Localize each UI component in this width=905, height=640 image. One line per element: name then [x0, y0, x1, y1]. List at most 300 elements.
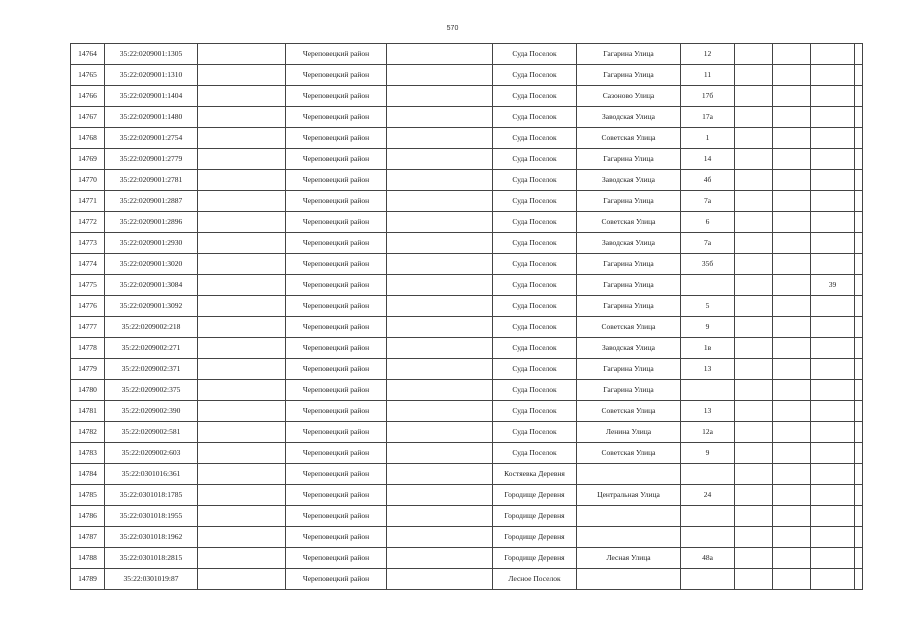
extra-value-cell — [811, 527, 855, 548]
table-row — [71, 107, 863, 128]
locality-cell: Суда Поселок — [493, 65, 577, 86]
cadastral-number: 35:22:0301016:361 — [105, 464, 198, 485]
locality-cell: Суда Поселок — [493, 191, 577, 212]
empty-cell — [198, 233, 286, 254]
empty-cell — [198, 191, 286, 212]
empty-cell — [773, 506, 811, 527]
empty-cell — [855, 191, 863, 212]
cadastral-number: 35:22:0209001:2887 — [105, 191, 198, 212]
empty-cell — [387, 254, 493, 275]
empty-cell — [855, 527, 863, 548]
empty-cell — [387, 422, 493, 443]
house-number — [681, 275, 735, 296]
district-cell: Череповецкий район — [286, 170, 387, 191]
empty-cell — [735, 548, 773, 569]
empty-cell — [387, 212, 493, 233]
empty-cell — [773, 401, 811, 422]
street-cell: Сазоново Улица — [577, 86, 681, 107]
empty-cell — [735, 65, 773, 86]
empty-cell — [198, 464, 286, 485]
extra-value-cell — [811, 548, 855, 569]
empty-cell — [735, 506, 773, 527]
extra-value-cell — [811, 338, 855, 359]
locality-cell: Суда Поселок — [493, 170, 577, 191]
row-number: 14785 — [71, 485, 105, 506]
house-number — [681, 506, 735, 527]
row-number: 14765 — [71, 65, 105, 86]
extra-value-cell — [811, 506, 855, 527]
empty-cell — [855, 65, 863, 86]
row-number: 14784 — [71, 464, 105, 485]
empty-cell — [735, 569, 773, 590]
empty-cell — [773, 527, 811, 548]
empty-cell — [735, 317, 773, 338]
empty-cell — [735, 149, 773, 170]
empty-cell — [387, 65, 493, 86]
extra-value-cell — [811, 170, 855, 191]
table-row — [71, 275, 863, 296]
extra-value-cell — [811, 401, 855, 422]
district-cell: Череповецкий район — [286, 527, 387, 548]
empty-cell — [387, 191, 493, 212]
empty-cell — [855, 317, 863, 338]
locality-cell: Суда Поселок — [493, 422, 577, 443]
street-cell: Заводская Улица — [577, 107, 681, 128]
street-cell: Лесная Улица — [577, 548, 681, 569]
street-cell: Советская Улица — [577, 128, 681, 149]
empty-cell — [855, 86, 863, 107]
empty-cell — [773, 548, 811, 569]
locality-cell: Суда Поселок — [493, 443, 577, 464]
row-number: 14774 — [71, 254, 105, 275]
district-cell: Череповецкий район — [286, 275, 387, 296]
page-number: 570 — [446, 25, 459, 32]
house-number: 48а — [681, 548, 735, 569]
row-number: 14764 — [71, 44, 105, 65]
row-number: 14771 — [71, 191, 105, 212]
row-number: 14781 — [71, 401, 105, 422]
table-row — [71, 464, 863, 485]
street-cell: Гагарина Улица — [577, 191, 681, 212]
district-cell: Череповецкий район — [286, 359, 387, 380]
house-number: 1в — [681, 338, 735, 359]
empty-cell — [773, 65, 811, 86]
table-row — [71, 317, 863, 338]
district-cell: Череповецкий район — [286, 212, 387, 233]
house-number: 7а — [681, 191, 735, 212]
extra-value-cell — [811, 65, 855, 86]
empty-cell — [198, 380, 286, 401]
table-row — [71, 191, 863, 212]
empty-cell — [198, 170, 286, 191]
locality-cell: Суда Поселок — [493, 380, 577, 401]
empty-cell — [387, 359, 493, 380]
empty-cell — [198, 254, 286, 275]
extra-value-cell — [811, 359, 855, 380]
locality-cell: Суда Поселок — [493, 317, 577, 338]
locality-cell: Суда Поселок — [493, 212, 577, 233]
locality-cell: Суда Поселок — [493, 401, 577, 422]
table-row — [71, 296, 863, 317]
row-number: 14768 — [71, 128, 105, 149]
street-cell — [577, 569, 681, 590]
table-row — [71, 65, 863, 86]
cadastral-number: 35:22:0209002:271 — [105, 338, 198, 359]
row-number: 14787 — [71, 527, 105, 548]
house-number: 13 — [681, 359, 735, 380]
empty-cell — [387, 170, 493, 191]
empty-cell — [198, 65, 286, 86]
empty-cell — [773, 296, 811, 317]
house-number: 24 — [681, 485, 735, 506]
empty-cell — [387, 527, 493, 548]
house-number: 35б — [681, 254, 735, 275]
cadastral-number: 35:22:0209002:218 — [105, 317, 198, 338]
house-number — [681, 464, 735, 485]
district-cell: Череповецкий район — [286, 443, 387, 464]
district-cell: Череповецкий район — [286, 65, 387, 86]
empty-cell — [855, 170, 863, 191]
empty-cell — [773, 380, 811, 401]
row-number: 14769 — [71, 149, 105, 170]
table-row — [71, 254, 863, 275]
empty-cell — [735, 44, 773, 65]
house-number — [681, 380, 735, 401]
district-cell: Череповецкий район — [286, 296, 387, 317]
empty-cell — [198, 569, 286, 590]
street-cell: Гагарина Улица — [577, 254, 681, 275]
table-row — [71, 128, 863, 149]
extra-value-cell — [811, 212, 855, 233]
cadastral-number: 35:22:0209001:1310 — [105, 65, 198, 86]
row-number: 14789 — [71, 569, 105, 590]
empty-cell — [387, 380, 493, 401]
empty-cell — [773, 233, 811, 254]
empty-cell — [773, 128, 811, 149]
extra-value-cell — [811, 317, 855, 338]
cadastral-number: 35:22:0209002:581 — [105, 422, 198, 443]
table-row — [71, 506, 863, 527]
table-row — [71, 380, 863, 401]
cadastral-number: 35:22:0209002:371 — [105, 359, 198, 380]
empty-cell — [198, 485, 286, 506]
table-row — [71, 422, 863, 443]
row-number: 14773 — [71, 233, 105, 254]
empty-cell — [773, 191, 811, 212]
house-number: 7а — [681, 233, 735, 254]
extra-value-cell — [811, 107, 855, 128]
empty-cell — [198, 527, 286, 548]
empty-cell — [773, 464, 811, 485]
extra-value-cell — [811, 254, 855, 275]
empty-cell — [387, 443, 493, 464]
cadastral-number: 35:22:0209001:2754 — [105, 128, 198, 149]
empty-cell — [387, 317, 493, 338]
table-row — [71, 443, 863, 464]
locality-cell: Суда Поселок — [493, 296, 577, 317]
street-cell — [577, 527, 681, 548]
empty-cell — [387, 233, 493, 254]
empty-cell — [735, 86, 773, 107]
cadastral-number: 35:22:0209001:1480 — [105, 107, 198, 128]
empty-cell — [855, 107, 863, 128]
empty-cell — [855, 338, 863, 359]
row-number: 14775 — [71, 275, 105, 296]
empty-cell — [198, 506, 286, 527]
house-number: 12 — [681, 44, 735, 65]
empty-cell — [773, 149, 811, 170]
empty-cell — [773, 443, 811, 464]
empty-cell — [735, 401, 773, 422]
empty-cell — [387, 86, 493, 107]
empty-cell — [855, 443, 863, 464]
table-row — [71, 44, 863, 65]
street-cell — [577, 464, 681, 485]
table-row — [71, 401, 863, 422]
street-cell: Гагарина Улица — [577, 359, 681, 380]
empty-cell — [773, 275, 811, 296]
row-number: 14766 — [71, 86, 105, 107]
row-number: 14777 — [71, 317, 105, 338]
empty-cell — [855, 569, 863, 590]
empty-cell — [855, 506, 863, 527]
district-cell: Череповецкий район — [286, 149, 387, 170]
street-cell: Советская Улица — [577, 443, 681, 464]
locality-cell: Суда Поселок — [493, 44, 577, 65]
row-number: 14786 — [71, 506, 105, 527]
empty-cell — [773, 569, 811, 590]
empty-cell — [735, 296, 773, 317]
cadastral-number: 35:22:0209002:603 — [105, 443, 198, 464]
empty-cell — [773, 338, 811, 359]
extra-value-cell — [811, 443, 855, 464]
house-number: 4б — [681, 170, 735, 191]
cadastral-number: 35:22:0301019:87 — [105, 569, 198, 590]
street-cell: Заводская Улица — [577, 170, 681, 191]
extra-value-cell — [811, 191, 855, 212]
extra-value-cell — [811, 86, 855, 107]
locality-cell: Суда Поселок — [493, 86, 577, 107]
locality-cell: Суда Поселок — [493, 149, 577, 170]
empty-cell — [735, 359, 773, 380]
empty-cell — [198, 86, 286, 107]
locality-cell: Костяевка Деревня — [493, 464, 577, 485]
district-cell: Череповецкий район — [286, 422, 387, 443]
cadastral-number: 35:22:0209002:375 — [105, 380, 198, 401]
district-cell: Череповецкий район — [286, 128, 387, 149]
empty-cell — [855, 212, 863, 233]
empty-cell — [198, 275, 286, 296]
empty-cell — [855, 296, 863, 317]
empty-cell — [735, 485, 773, 506]
empty-cell — [387, 464, 493, 485]
empty-cell — [198, 443, 286, 464]
empty-cell — [855, 233, 863, 254]
district-cell: Череповецкий район — [286, 569, 387, 590]
registry-table — [70, 43, 863, 590]
cadastral-number: 35:22:0209001:2896 — [105, 212, 198, 233]
locality-cell: Городище Деревня — [493, 485, 577, 506]
cadastral-number: 35:22:0301018:1962 — [105, 527, 198, 548]
empty-cell — [198, 401, 286, 422]
empty-cell — [387, 149, 493, 170]
empty-cell — [855, 275, 863, 296]
street-cell: Гагарина Улица — [577, 149, 681, 170]
house-number: 9 — [681, 317, 735, 338]
extra-value-cell — [811, 128, 855, 149]
district-cell: Череповецкий район — [286, 506, 387, 527]
row-number: 14783 — [71, 443, 105, 464]
locality-cell: Суда Поселок — [493, 128, 577, 149]
empty-cell — [735, 275, 773, 296]
empty-cell — [198, 149, 286, 170]
cadastral-number: 35:22:0209001:3084 — [105, 275, 198, 296]
empty-cell — [773, 317, 811, 338]
empty-cell — [735, 128, 773, 149]
district-cell: Череповецкий район — [286, 317, 387, 338]
empty-cell — [387, 44, 493, 65]
house-number: 14 — [681, 149, 735, 170]
row-number: 14782 — [71, 422, 105, 443]
empty-cell — [387, 275, 493, 296]
empty-cell — [198, 548, 286, 569]
extra-value-cell — [811, 464, 855, 485]
street-cell: Заводская Улица — [577, 338, 681, 359]
empty-cell — [855, 149, 863, 170]
empty-cell — [735, 170, 773, 191]
table-row — [71, 569, 863, 590]
district-cell: Череповецкий район — [286, 548, 387, 569]
empty-cell — [735, 527, 773, 548]
empty-cell — [855, 401, 863, 422]
street-cell: Советская Улица — [577, 401, 681, 422]
empty-cell — [198, 44, 286, 65]
locality-cell: Городище Деревня — [493, 527, 577, 548]
empty-cell — [855, 44, 863, 65]
cadastral-number: 35:22:0209001:2781 — [105, 170, 198, 191]
empty-cell — [855, 359, 863, 380]
empty-cell — [735, 254, 773, 275]
cadastral-number: 35:22:0209001:2930 — [105, 233, 198, 254]
empty-cell — [773, 44, 811, 65]
street-cell — [577, 506, 681, 527]
empty-cell — [855, 422, 863, 443]
registry-body — [71, 44, 863, 590]
street-cell: Гагарина Улица — [577, 380, 681, 401]
empty-cell — [855, 128, 863, 149]
locality-cell: Лесное Поселок — [493, 569, 577, 590]
house-number: 6 — [681, 212, 735, 233]
empty-cell — [387, 128, 493, 149]
empty-cell — [735, 422, 773, 443]
table-row — [71, 527, 863, 548]
table-row — [71, 485, 863, 506]
locality-cell: Суда Поселок — [493, 338, 577, 359]
cadastral-number: 35:22:0209001:3092 — [105, 296, 198, 317]
district-cell: Череповецкий район — [286, 44, 387, 65]
house-number: 12а — [681, 422, 735, 443]
empty-cell — [855, 485, 863, 506]
empty-cell — [735, 233, 773, 254]
locality-cell: Суда Поселок — [493, 254, 577, 275]
table-row — [71, 86, 863, 107]
empty-cell — [735, 338, 773, 359]
cadastral-number: 35:22:0301018:1785 — [105, 485, 198, 506]
row-number: 14788 — [71, 548, 105, 569]
house-number — [681, 569, 735, 590]
street-cell: Заводская Улица — [577, 233, 681, 254]
district-cell: Череповецкий район — [286, 86, 387, 107]
extra-value-cell — [811, 569, 855, 590]
house-number: 17а — [681, 107, 735, 128]
street-cell: Гагарина Улица — [577, 44, 681, 65]
locality-cell: Суда Поселок — [493, 359, 577, 380]
empty-cell — [735, 380, 773, 401]
table-row — [71, 233, 863, 254]
extra-value-cell — [811, 44, 855, 65]
empty-cell — [773, 359, 811, 380]
empty-cell — [735, 107, 773, 128]
street-cell: Советская Улица — [577, 317, 681, 338]
street-cell: Гагарина Улица — [577, 65, 681, 86]
empty-cell — [387, 401, 493, 422]
cadastral-number: 35:22:0301018:1955 — [105, 506, 198, 527]
empty-cell — [773, 254, 811, 275]
cadastral-number: 35:22:0209002:390 — [105, 401, 198, 422]
empty-cell — [387, 569, 493, 590]
district-cell: Череповецкий район — [286, 233, 387, 254]
district-cell: Череповецкий район — [286, 191, 387, 212]
empty-cell — [773, 422, 811, 443]
empty-cell — [198, 422, 286, 443]
empty-cell — [387, 485, 493, 506]
street-cell: Ленина Улица — [577, 422, 681, 443]
empty-cell — [387, 548, 493, 569]
house-number: 9 — [681, 443, 735, 464]
empty-cell — [773, 212, 811, 233]
empty-cell — [735, 212, 773, 233]
district-cell: Череповецкий район — [286, 485, 387, 506]
house-number: 5 — [681, 296, 735, 317]
district-cell: Череповецкий район — [286, 464, 387, 485]
street-cell: Гагарина Улица — [577, 296, 681, 317]
house-number: 1 — [681, 128, 735, 149]
empty-cell — [773, 86, 811, 107]
empty-cell — [735, 191, 773, 212]
table-row — [71, 212, 863, 233]
empty-cell — [198, 338, 286, 359]
extra-value-cell — [811, 233, 855, 254]
empty-cell — [773, 170, 811, 191]
empty-cell — [855, 464, 863, 485]
extra-value-cell — [811, 149, 855, 170]
street-cell: Советская Улица — [577, 212, 681, 233]
empty-cell — [198, 359, 286, 380]
cadastral-number: 35:22:0301018:2815 — [105, 548, 198, 569]
district-cell: Череповецкий район — [286, 338, 387, 359]
row-number: 14776 — [71, 296, 105, 317]
empty-cell — [735, 443, 773, 464]
cadastral-number: 35:22:0209001:2779 — [105, 149, 198, 170]
empty-cell — [198, 107, 286, 128]
table-row — [71, 359, 863, 380]
district-cell: Череповецкий район — [286, 107, 387, 128]
cadastral-number: 35:22:0209001:1404 — [105, 86, 198, 107]
empty-cell — [773, 485, 811, 506]
row-number: 14780 — [71, 380, 105, 401]
table-row — [71, 338, 863, 359]
empty-cell — [387, 338, 493, 359]
